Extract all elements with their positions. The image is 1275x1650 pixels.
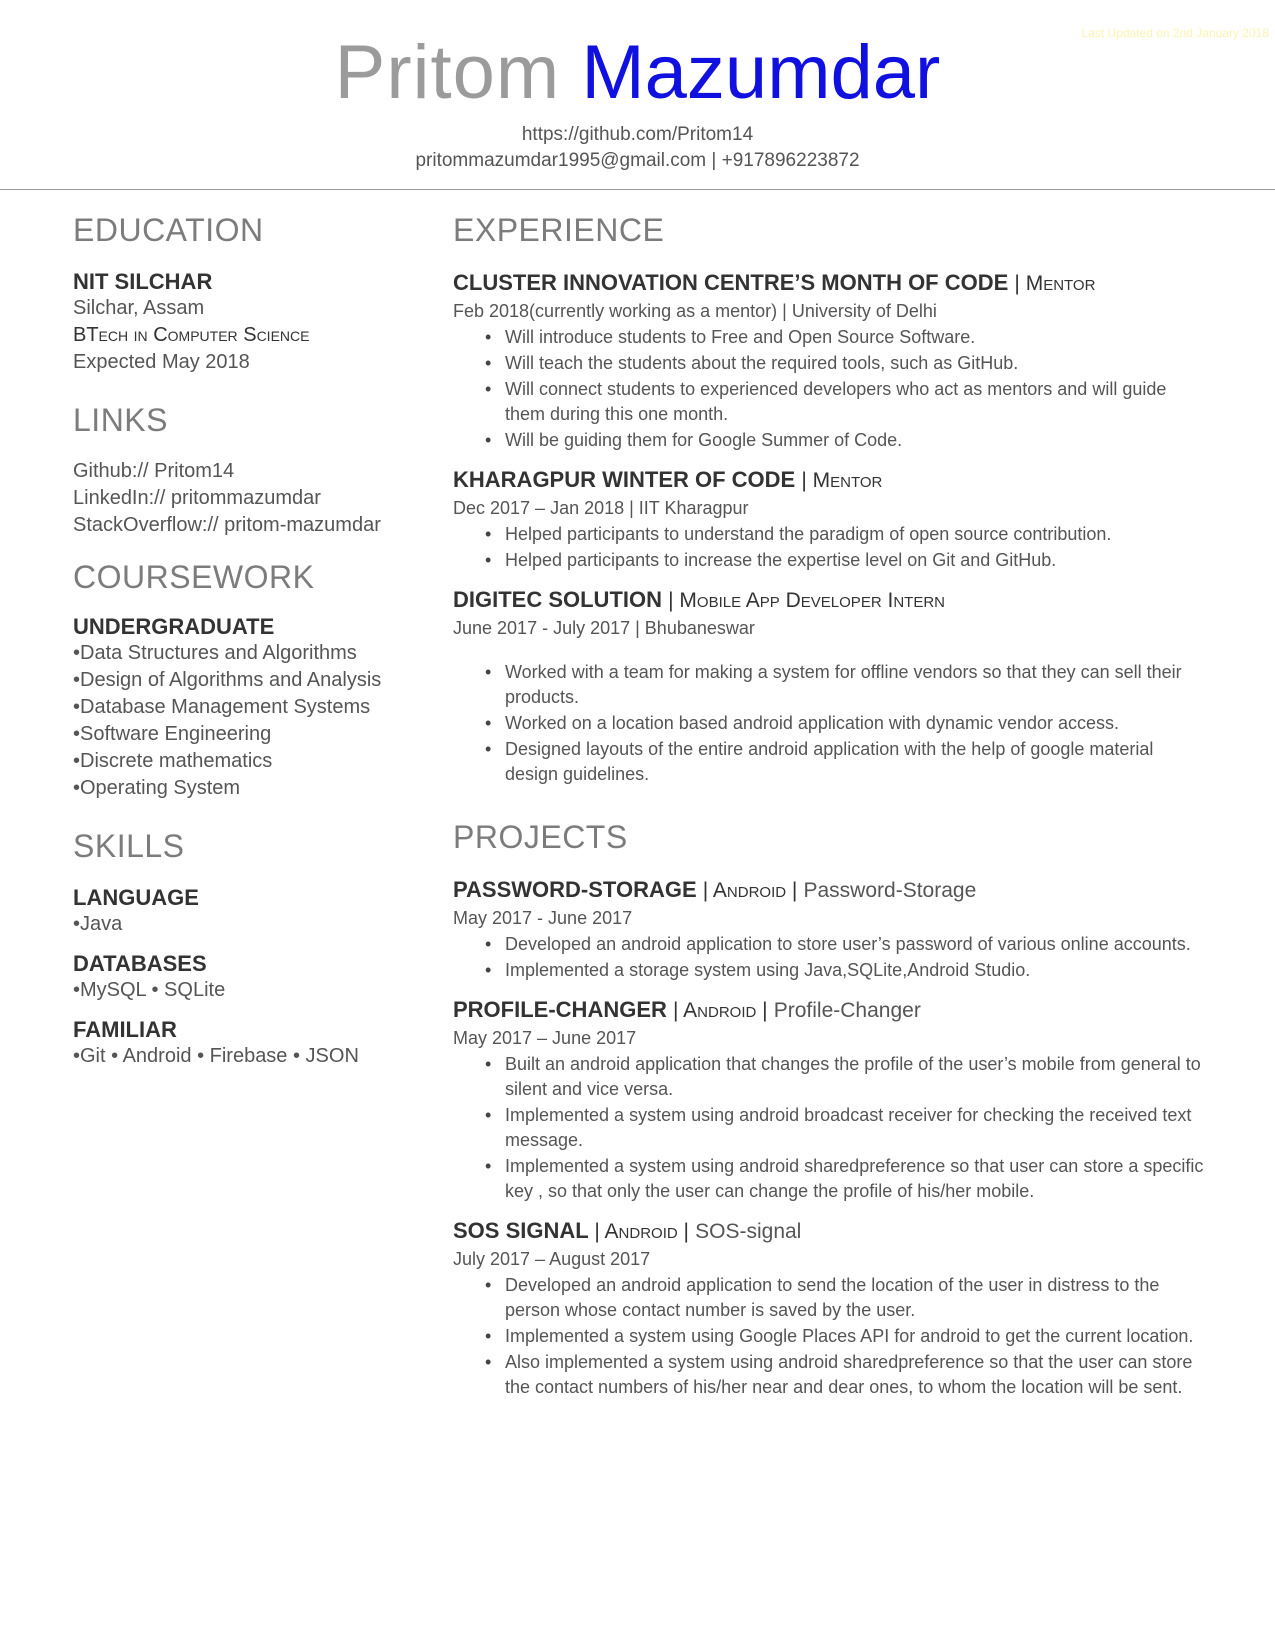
entry-name: DIGITEC SOLUTION	[453, 587, 662, 612]
bullet-item: • Will teach the students about the required tools, such as GitHub.	[505, 351, 1208, 376]
bullet-list	[453, 1052, 1208, 1204]
entry-name: CLUSTER INNOVATION CENTRE’S MONTH OF CODE	[453, 270, 1009, 295]
course-item: •Data Structures and Algorithms	[73, 642, 357, 664]
experience-entry	[453, 585, 1208, 787]
familiar-title: FAMILIAR	[73, 1017, 177, 1042]
course-item: •Database Management Systems	[73, 696, 371, 718]
degree: BTech in Computer Science	[73, 324, 310, 346]
bullet-item: • Worked on a location based android application with dynamic vendor access.	[505, 711, 1208, 736]
entry-heading	[453, 268, 1208, 299]
bullet-item: • Will introduce students to Free and Open Source Software.	[505, 325, 1208, 350]
expected-date: Expected May 2018	[73, 351, 250, 373]
coursework-title: COURSEWORK	[73, 559, 315, 595]
entry-heading	[453, 1216, 1208, 1247]
course-item: •Software Engineering	[73, 723, 272, 745]
entry-heading	[453, 465, 1208, 496]
entry-date: May 2017 – June 2017	[453, 1028, 637, 1048]
entry-role: | Android |	[673, 999, 768, 1022]
experience-title: EXPERIENCE	[453, 212, 665, 248]
course-item: •Discrete mathematics	[73, 750, 273, 772]
candidate-name	[0, 24, 1275, 122]
language-title: LANGUAGE	[73, 885, 199, 910]
bullet-list	[453, 660, 1208, 787]
entry-name: SOS SIGNAL	[453, 1218, 589, 1243]
project-entry	[453, 995, 1208, 1204]
entry-date-place: June 2017 - July 2017 | Bhubaneswar	[453, 618, 755, 638]
bullet-item: • Also implemented a system using android sharedpreference so that the user can store the contact numbers of his/her near and dear ones, to whom the location will be sent.	[505, 1350, 1208, 1400]
link-linkedin[interactable]: LinkedIn:// pritommazumdar	[73, 487, 321, 509]
projects-title: PROJECTS	[453, 819, 628, 855]
entry-heading	[453, 875, 1208, 906]
school-name: NIT SILCHAR	[73, 269, 213, 294]
left-column	[73, 210, 423, 1070]
last-name: Mazumdar	[581, 30, 941, 115]
project-link[interactable]: Profile-Changer	[773, 999, 921, 1022]
entry-date-place: Feb 2018(currently working as a mentor) | University of Delhi	[453, 301, 937, 321]
bullet-item: • Helped participants to increase the expertise level on Git and GitHub.	[505, 548, 1208, 573]
skills-title: SKILLS	[73, 828, 185, 864]
bullet-item: • Implemented a system using Google Places API for android to get the current location.	[505, 1324, 1208, 1349]
familiar-list: •Git • Android • Firebase • JSON	[73, 1045, 359, 1067]
entry-heading	[453, 995, 1208, 1026]
resume-header	[0, 24, 1275, 174]
bullet-item: • Built an android application that changes the profile of the user’s mobile from general to silent and vice versa.	[505, 1052, 1208, 1102]
experience-entry	[453, 268, 1208, 453]
project-entry	[453, 875, 1208, 983]
project-link[interactable]: SOS-signal	[695, 1220, 802, 1243]
right-column	[453, 210, 1208, 1412]
bullet-item: • Designed layouts of the entire android application with the help of google material design guidelines.	[505, 737, 1208, 787]
project-entry	[453, 1216, 1208, 1400]
bullet-list	[453, 1273, 1208, 1400]
entry-role: | Mobile App Developer Intern	[668, 589, 945, 612]
entry-role: | Mentor	[801, 469, 883, 492]
bullet-item: • Helped participants to understand the paradigm of open source contribution.	[505, 522, 1208, 547]
bullet-item: • Developed an android application to store user’s password of various online accounts.	[505, 932, 1208, 957]
bullet-list	[453, 932, 1208, 983]
first-name: Pritom	[334, 30, 561, 115]
links-title: LINKS	[73, 402, 168, 438]
entry-role: | Mentor	[1014, 272, 1096, 295]
bullet-item: • Will connect students to experienced developers who act as mentors and will guide them during this one month.	[505, 377, 1208, 427]
databases-title: DATABASES	[73, 951, 207, 976]
experience-entry	[453, 465, 1208, 573]
project-link[interactable]: Password-Storage	[803, 879, 977, 902]
bullet-item: • Implemented a system using android sharedpreference so that user can store a specific key , so that only the user can change the profile of his/her mobile.	[505, 1154, 1208, 1204]
entry-role: | Android |	[594, 1220, 690, 1243]
entry-date-place: Dec 2017 – Jan 2018 | IIT Kharagpur	[453, 498, 749, 518]
education-title: EDUCATION	[73, 212, 264, 248]
school-location: Silchar, Assam	[73, 297, 205, 319]
bullet-item: • Implemented a storage system using Java,SQLite,Android Studio.	[505, 958, 1208, 983]
github-url[interactable]: https://github.com/Pritom14	[521, 124, 754, 145]
bullet-item: • Will be guiding them for Google Summer of Code.	[505, 428, 1208, 453]
email-phone[interactable]: pritommazumdar1995@gmail.com | +917896223872	[415, 150, 860, 171]
entry-role: | Android |	[702, 879, 798, 902]
bullet-item: • Implemented a system using android broadcast receiver for checking the received text message.	[505, 1103, 1208, 1153]
entry-date: May 2017 - June 2017	[453, 908, 633, 928]
link-stackoverflow[interactable]: StackOverflow:// pritom-mazumdar	[73, 514, 381, 536]
last-updated-note: Last Updated on 2nd January 2018	[1081, 26, 1269, 40]
course-item: •Design of Algorithms and Analysis	[73, 669, 382, 691]
bullet-item: • Developed an android application to send the location of the user in distress to the person whose contact number is saved by the user.	[505, 1273, 1208, 1323]
language-list: •Java	[73, 913, 123, 935]
entry-date: July 2017 – August 2017	[453, 1249, 651, 1269]
entry-heading	[453, 585, 1208, 616]
databases-list: •MySQL • SQLite	[73, 979, 226, 1001]
link-github[interactable]: Github:// Pritom14	[73, 460, 235, 482]
entry-name: PASSWORD-STORAGE	[453, 877, 697, 902]
undergraduate-title: UNDERGRADUATE	[73, 614, 275, 639]
bullet-list	[453, 522, 1208, 573]
entry-name: PROFILE-CHANGER	[453, 997, 667, 1022]
bullet-list	[453, 325, 1208, 453]
bullet-item: • Worked with a team for making a system for offline vendors so that they can sell their products.	[505, 660, 1208, 710]
header-divider	[0, 189, 1275, 190]
course-item: •Operating System	[73, 777, 241, 799]
entry-name: KHARAGPUR WINTER OF CODE	[453, 467, 796, 492]
